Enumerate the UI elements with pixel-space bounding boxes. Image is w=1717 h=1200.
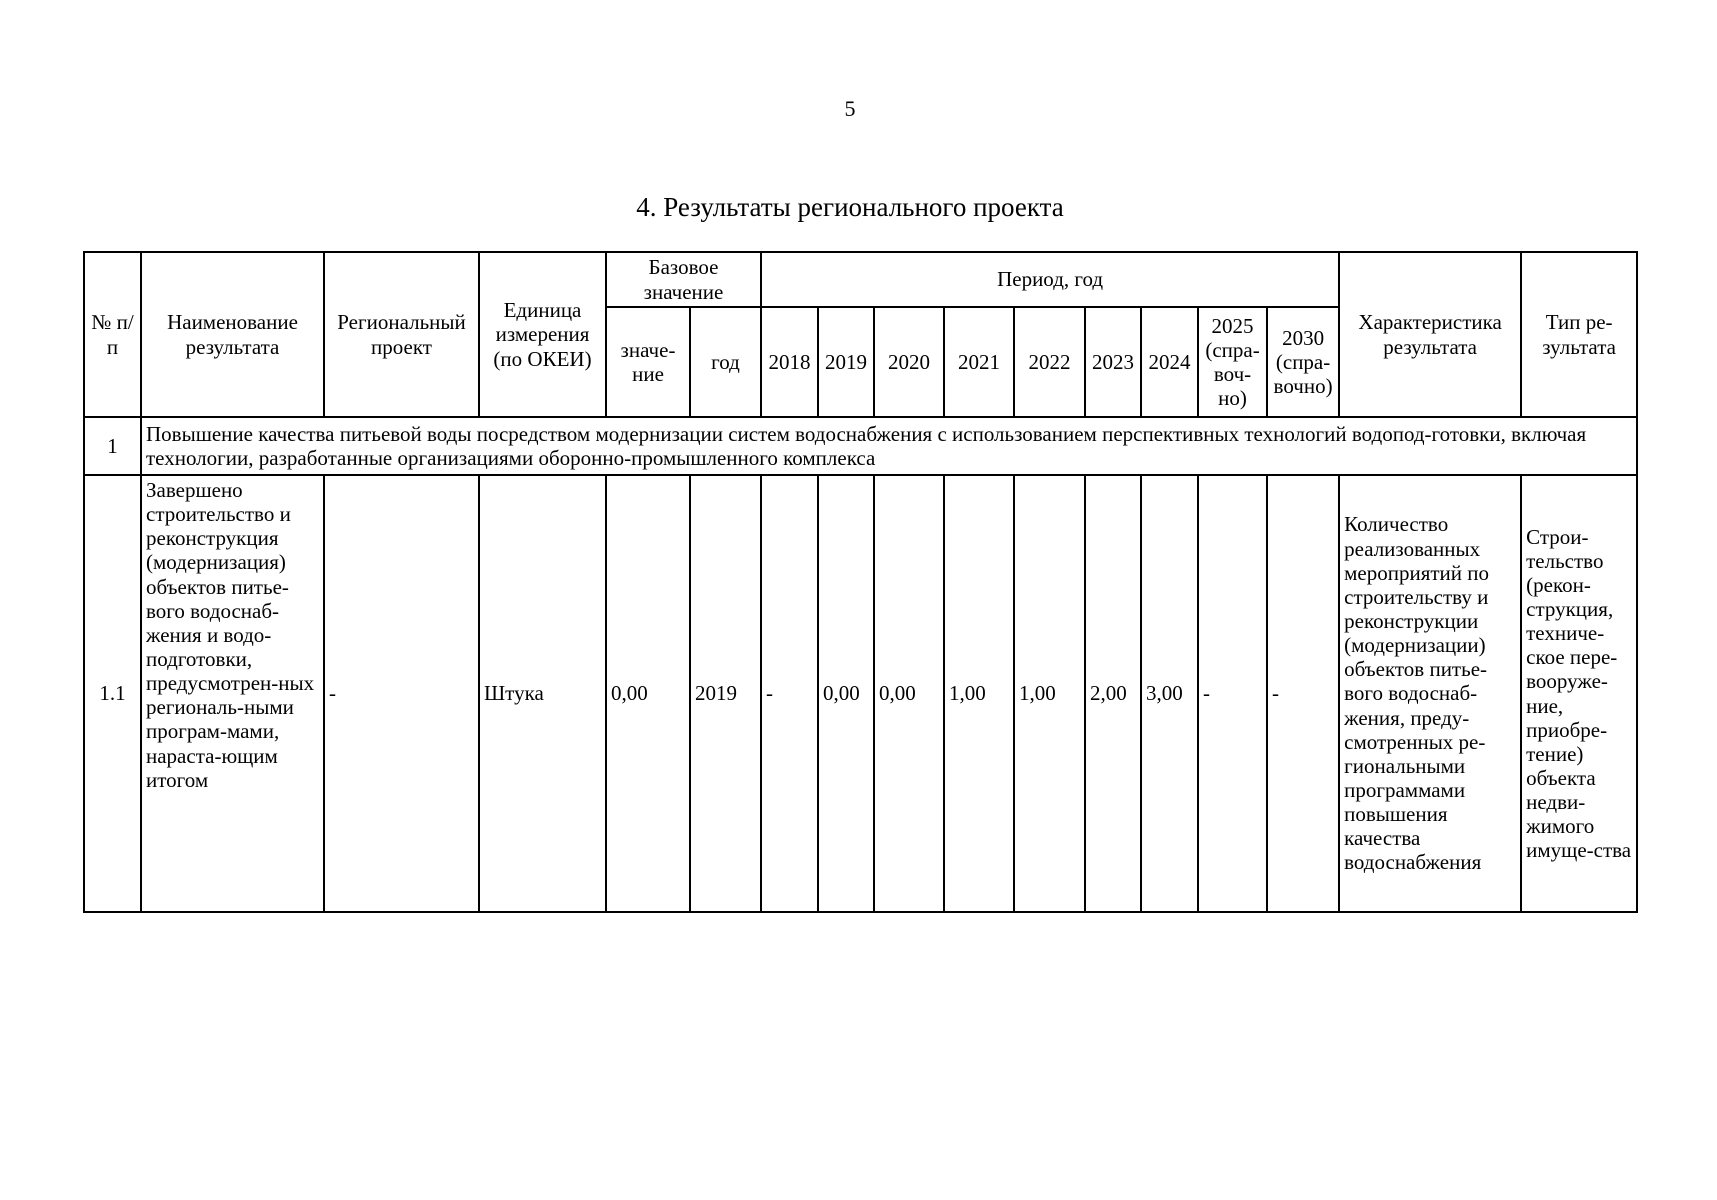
section-row	[84, 417, 1637, 475]
row-name: Завершено строительство и реконструкция (модернизация) объектов питье-вого водоснаб-жения и водо-подготовки, предусмотрен-ных региональ-ными програм-мами, нараста-ющим итогом	[141, 475, 324, 912]
header-base-year: год	[690, 307, 761, 417]
section-text: Повышение качества питьевой воды посредством модернизации систем водоснабжения с использованием перспективных технологий водопод-готовки, включая технологии, разработанные организациями оборонно-промышленного комплекса	[141, 417, 1637, 475]
header-year-2030: 2030 (спра-вочно)	[1267, 307, 1339, 417]
row-value-2030: -	[1267, 475, 1339, 912]
row-value-2025: -	[1198, 475, 1267, 912]
header-period-group: Период, год	[761, 252, 1339, 307]
row-value-2022: 1,00	[1014, 475, 1085, 912]
header-name: Наименование результата	[141, 252, 324, 417]
header-row-1	[84, 252, 1637, 307]
header-year-2019: 2019	[818, 307, 874, 417]
row-num: 1.1	[84, 475, 141, 912]
section-num: 1	[84, 417, 141, 475]
header-type: Тип ре-зультата	[1521, 252, 1637, 417]
header-base-value: значе-ние	[606, 307, 690, 417]
table-row	[84, 475, 1637, 912]
row-base-value: 0,00	[606, 475, 690, 912]
results-table	[83, 251, 1638, 913]
header-characteristic: Характеристика результата	[1339, 252, 1521, 417]
row-value-2018: -	[761, 475, 818, 912]
row-base-year: 2019	[690, 475, 761, 912]
header-project: Региональный проект	[324, 252, 479, 417]
row-value-2021: 1,00	[944, 475, 1014, 912]
row-project: -	[324, 475, 479, 912]
section-title: 4. Результаты регионального проекта	[636, 192, 1064, 222]
header-num: № п/п	[84, 252, 141, 417]
header-base-group: Базовое значение	[606, 252, 761, 307]
header-year-2022: 2022	[1014, 307, 1085, 417]
row-value-2024: 3,00	[1141, 475, 1198, 912]
row-value-2020: 0,00	[874, 475, 944, 912]
page-number: 5	[844, 96, 856, 121]
header-unit: Единица измерения (по ОКЕИ)	[479, 252, 606, 417]
row-value-2023: 2,00	[1085, 475, 1141, 912]
row-value-2019: 0,00	[818, 475, 874, 912]
header-year-2025: 2025 (спра-воч-но)	[1198, 307, 1267, 417]
header-year-2023: 2023	[1085, 307, 1141, 417]
row-type: Строи-тельство (рекон-струкция, техниче-ское пере-вооруже-ние, приобре-тение) объекта недви-жимого имуще-ства	[1521, 475, 1637, 912]
row-unit: Штука	[479, 475, 606, 912]
header-year-2021: 2021	[944, 307, 1014, 417]
row-characteristic: Количество реализованных мероприятий по строительству и реконструкции (модернизации) объектов питье-вого водоснаб-жения, преду-смотренных ре-гиональными программами повышения качества водоснабжения	[1339, 475, 1521, 912]
header-year-2024: 2024	[1141, 307, 1198, 417]
header-year-2018: 2018	[761, 307, 818, 417]
header-year-2020: 2020	[874, 307, 944, 417]
